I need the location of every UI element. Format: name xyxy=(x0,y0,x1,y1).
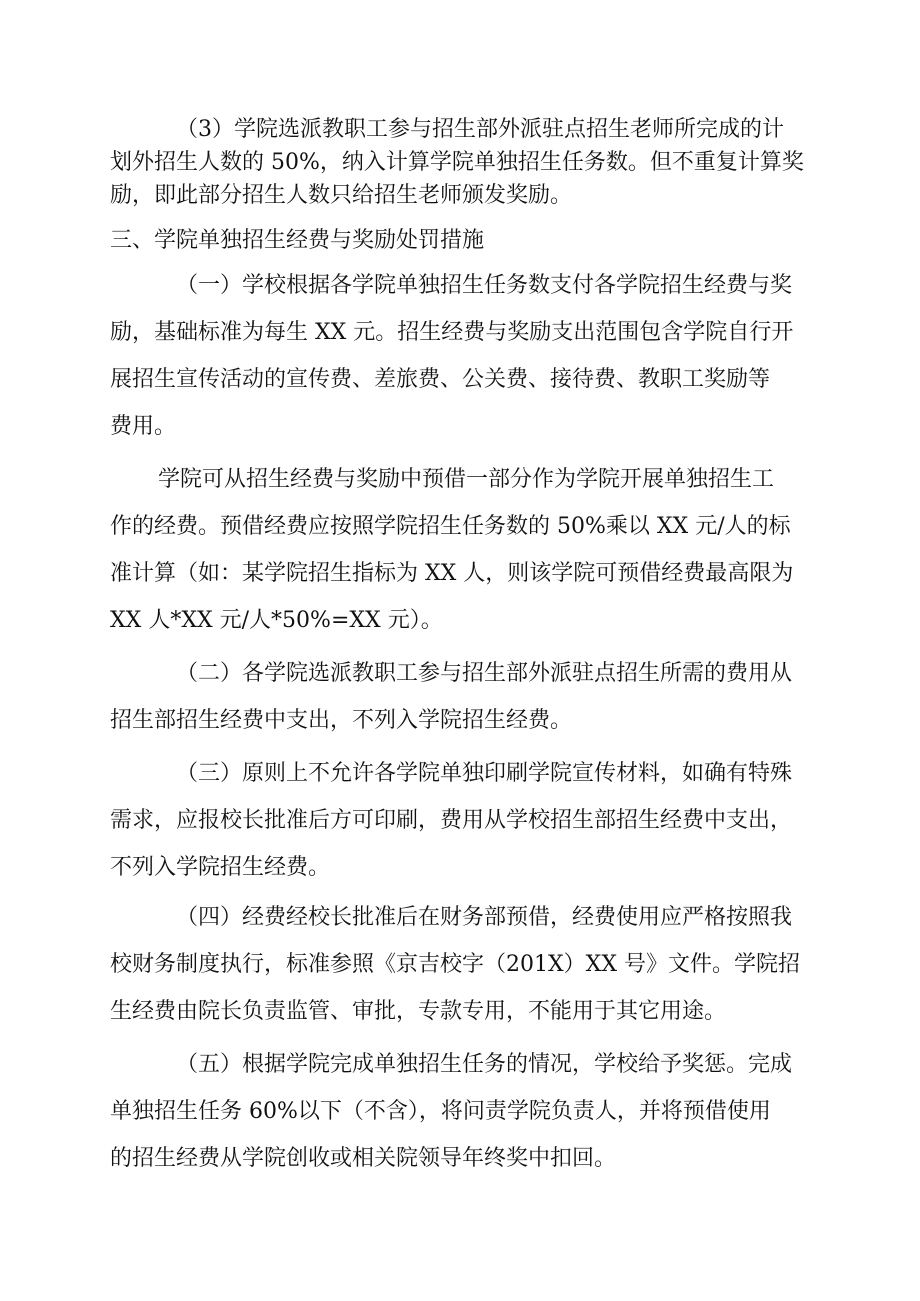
paragraph-line: 生经费由院长负责监管、审批，专款专用，不能用于其它用途。 xyxy=(110,999,727,1024)
paragraph-line: （五）根据学院完成单独招生任务的情况，学校给予奖惩。完成 xyxy=(176,1052,793,1077)
paragraph-line: XX 人*XX 元/人*50%=XX 元）。 xyxy=(110,608,443,633)
paragraph-line: （一）学校根据各学院单独招生任务数支付各学院招生经费与奖 xyxy=(176,273,793,298)
paragraph-line: （三）原则上不允许各学院单独印刷学院宣传材料，如确有特殊 xyxy=(176,761,793,786)
paragraph-line: 单独招生任务 60%以下（不含），将问责学院负责人，并将预借使用 xyxy=(110,1099,771,1124)
paragraph-line: 划外招生人数的 50%，纳入计算学院单独招生任务数。但不重复计算奖 xyxy=(110,150,804,175)
paragraph-line: 学院可从招生经费与奖励中预借一部分作为学院开展单独招生工 xyxy=(158,467,775,492)
paragraph-line: 准计算（如：某学院招生指标为 XX 人，则该学院可预借经费最高限为 xyxy=(110,561,794,586)
section-heading: 三、学院单独招生经费与奖励处罚措施 xyxy=(110,228,485,253)
paragraph-line: 励，基础标准为每生 XX 元。招生经费与奖励支出范围包含学院自行开 xyxy=(110,320,794,345)
paragraph-line: 招生部招生经费中支出，不列入学院招生经费。 xyxy=(110,708,573,733)
paragraph-line: 作的经费。预借经费应按照学院招生任务数的 50%乘以 XX 元/人的标 xyxy=(110,514,791,539)
paragraph-line: 不列入学院招生经费。 xyxy=(110,855,331,880)
paragraph-line: 展招生宣传活动的宣传费、差旅费、公关费、接待费、教职工奖励等 xyxy=(110,367,771,392)
paragraph-line: 校财务制度执行，标准参照《京吉校字（201X）XX 号》文件。学院招 xyxy=(110,952,800,977)
paragraph-line: 的招生经费从学院创收或相关院领导年终奖中扣回。 xyxy=(110,1146,617,1171)
paragraph-line: 励，即此部分招生人数只给招生老师颁发奖励。 xyxy=(110,183,573,208)
paragraph-line: （3）学院选派教职工参与招生部外派驻点招生老师所完成的计 xyxy=(176,117,784,142)
paragraph-line: （四）经费经校长批准后在财务部预借，经费使用应严格按照我 xyxy=(176,905,793,930)
paragraph-line: 费用。 xyxy=(110,414,177,439)
paragraph-line: （二）各学院选派教职工参与招生部外派驻点招生所需的费用从 xyxy=(176,661,793,686)
paragraph-line: 需求，应报校长批准后方可印刷，费用从学校招生部招生经费中支出， xyxy=(110,808,793,833)
